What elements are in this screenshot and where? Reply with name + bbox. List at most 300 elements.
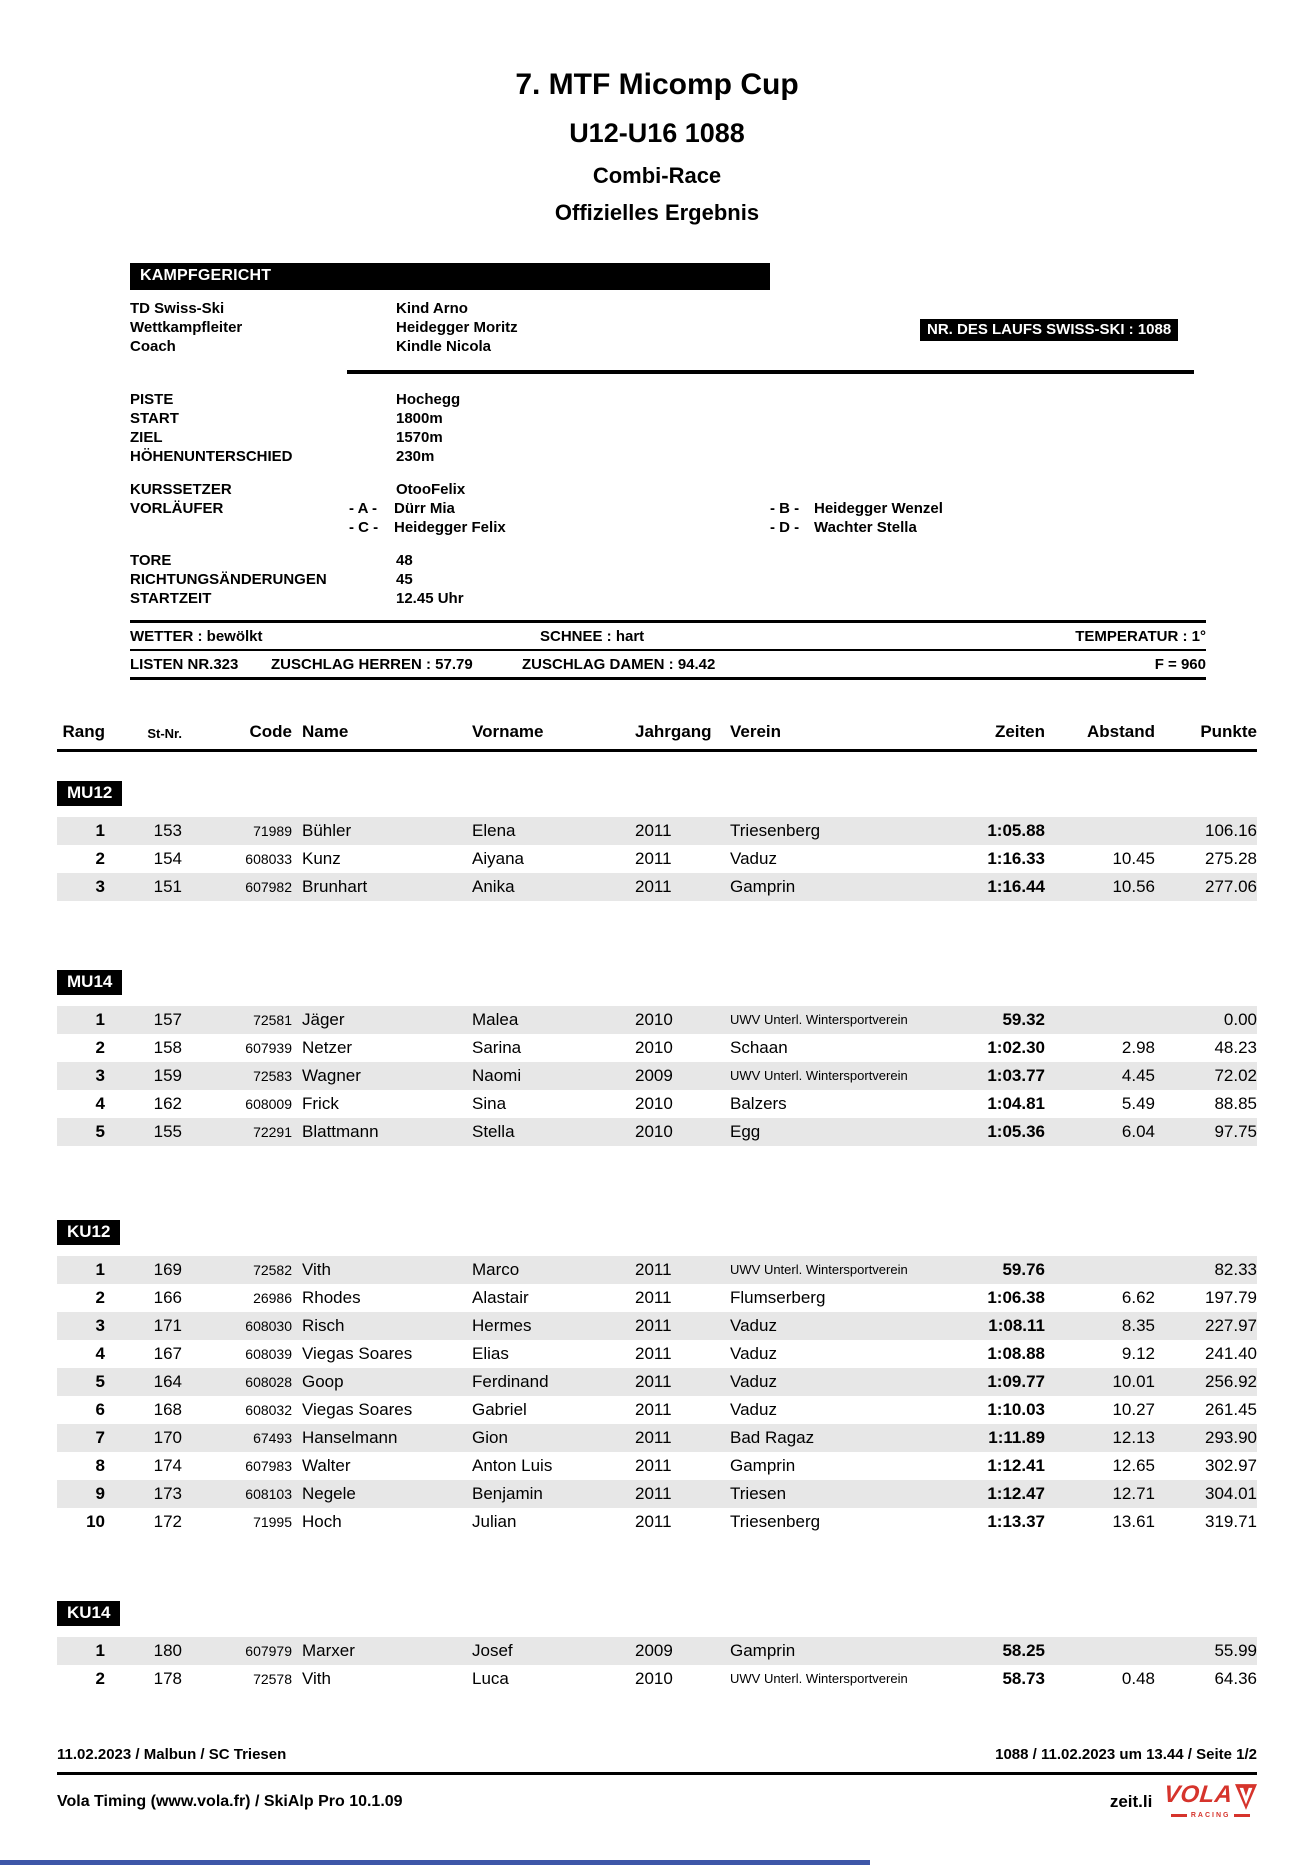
cell-zeiten: 1:02.30	[987, 1038, 1045, 1057]
cell-abstand: 4.45	[1121, 1066, 1155, 1085]
course-row	[130, 447, 1314, 466]
cell-name: Goop	[302, 1372, 344, 1391]
cell-name: Wagner	[302, 1066, 361, 1085]
kampfgericht-bar: KAMPFGERICHT	[130, 263, 770, 290]
cell-punkte: 55.99	[1214, 1641, 1257, 1660]
cell-punkte: 48.23	[1214, 1038, 1257, 1057]
cell-name: Marxer	[302, 1641, 355, 1660]
cell-code: 72581	[253, 1012, 292, 1028]
col-header-jahrgang: Jahrgang	[635, 722, 712, 741]
cell-rang: 1	[95, 1010, 105, 1029]
results-table	[57, 722, 1257, 1693]
wetter-value: WETTER : bewölkt	[130, 628, 263, 645]
temperatur-value: TEMPERATUR : 1°	[1075, 628, 1206, 645]
result-row	[57, 1396, 1257, 1424]
cell-name: Viegas Soares	[302, 1344, 413, 1363]
cell-abstand: 6.62	[1121, 1288, 1155, 1307]
cell-name: Viegas Soares	[302, 1400, 413, 1419]
tore-label: TORE	[130, 552, 172, 569]
cell-verein: Triesenberg	[730, 821, 821, 840]
result-row	[57, 1508, 1257, 1536]
cell-abstand: 0.48	[1121, 1669, 1155, 1688]
col-header-vorname: Vorname	[472, 722, 544, 741]
cell-rang: 9	[95, 1484, 105, 1503]
officials-underline	[347, 370, 1194, 374]
section-rows	[57, 1006, 1257, 1146]
col-header-punkte: Punkte	[1200, 722, 1257, 741]
vola-logo-text: VOLA	[1162, 1781, 1235, 1808]
cell-name: Hanselmann	[302, 1428, 398, 1447]
richtung-value: 45	[396, 571, 413, 588]
vorlaeufer-marker: - D -	[770, 519, 800, 536]
cell-name: Rhodes	[302, 1288, 361, 1307]
cell-stnr: 157	[153, 1010, 182, 1029]
result-row	[57, 1090, 1257, 1118]
cell-zeiten: 1:09.77	[987, 1372, 1045, 1391]
race-number-box: NR. DES LAUFS SWISS-SKI : 1088	[920, 319, 1178, 341]
cell-punkte: 88.85	[1214, 1094, 1257, 1113]
category-badge: MU12	[57, 781, 122, 806]
race-type: Combi-Race	[592, 163, 722, 188]
cell-zeiten: 58.73	[1002, 1669, 1045, 1688]
cell-code: 72578	[253, 1671, 292, 1687]
officials-section	[130, 263, 1314, 374]
cell-vorname: Stella	[472, 1122, 515, 1141]
cell-name: Walter	[302, 1456, 351, 1475]
official-row	[130, 299, 1314, 318]
cell-zeiten: 1:03.77	[987, 1066, 1045, 1085]
vorlaeufer-marker: - A -	[349, 500, 378, 517]
result-row	[57, 1480, 1257, 1508]
cell-zeiten: 1:12.47	[987, 1484, 1045, 1503]
cell-zeiten: 1:16.33	[987, 849, 1045, 868]
course-value: Hochegg	[396, 391, 461, 408]
cell-rang: 3	[95, 1066, 105, 1085]
col-header-abstand: Abstand	[1087, 722, 1155, 741]
timing-provider: zeit.li	[1109, 1791, 1153, 1811]
cell-vorname: Elena	[472, 821, 516, 840]
cell-vorname: Ferdinand	[472, 1372, 549, 1391]
cell-vorname: Julian	[472, 1512, 517, 1531]
cell-code: 608103	[245, 1486, 292, 1502]
cell-vorname: Gabriel	[472, 1400, 527, 1419]
cell-jahrgang: 2009	[635, 1641, 673, 1660]
cell-jahrgang: 2011	[635, 1400, 672, 1419]
cell-rang: 5	[95, 1122, 105, 1141]
result-row	[57, 1424, 1257, 1452]
col-header-verein: Verein	[730, 722, 782, 741]
cell-punkte: 197.79	[1205, 1288, 1257, 1307]
official-name: Kindle Nicola	[396, 338, 492, 355]
f-value: F = 960	[1154, 656, 1206, 673]
vorlaeufer-label: VORLÄUFER	[130, 500, 224, 517]
footer-software: Vola Timing (www.vola.fr) / SkiAlp Pro 10.1.09	[57, 1792, 403, 1810]
category-badge: KU14	[57, 1601, 120, 1626]
cell-name: Vith	[302, 1260, 331, 1279]
course-row	[130, 409, 1314, 428]
cell-jahrgang: 2011	[635, 877, 672, 896]
result-row	[57, 1452, 1257, 1480]
cell-vorname: Elias	[472, 1344, 509, 1363]
course-value: 230m	[396, 448, 435, 465]
cell-zeiten: 1:13.37	[987, 1512, 1045, 1531]
cell-code: 71995	[253, 1514, 292, 1530]
cell-punkte: 302.97	[1205, 1456, 1257, 1475]
col-header-zeiten: Zeiten	[994, 722, 1045, 741]
cell-vorname: Hermes	[472, 1316, 532, 1335]
vorlaeufer-row	[130, 518, 1314, 537]
tore-row	[130, 551, 1314, 570]
cell-rang: 7	[95, 1428, 105, 1447]
cell-jahrgang: 2011	[635, 1288, 672, 1307]
footer-event-info: 11.02.2023 / Malbun / SC Triesen	[57, 1746, 287, 1763]
cell-code: 608009	[245, 1096, 292, 1112]
course-label: HÖHENUNTERSCHIED	[130, 448, 293, 465]
cell-vorname: Sarina	[472, 1038, 522, 1057]
cell-vorname: Josef	[472, 1641, 513, 1660]
result-section-ku14	[57, 1601, 1257, 1693]
cell-rang: 2	[95, 1288, 105, 1307]
cell-stnr: 167	[153, 1344, 182, 1363]
cell-vorname: Anika	[472, 877, 515, 896]
section-rows	[57, 1637, 1257, 1693]
vorlaeufer-marker: - B -	[770, 500, 800, 517]
cell-code: 607939	[245, 1040, 292, 1056]
cell-zeiten: 1:05.88	[987, 821, 1045, 840]
col-header-stnr: St-Nr.	[147, 726, 182, 741]
cell-verein: Gamprin	[730, 1456, 796, 1475]
cell-zeiten: 1:11.89	[988, 1428, 1045, 1447]
cell-name: Brunhart	[302, 877, 368, 896]
event-title: 7. MTF Micomp Cup	[515, 68, 799, 101]
cell-abstand: 2.98	[1121, 1038, 1155, 1057]
section-rows	[57, 817, 1257, 901]
result-section-mu12	[57, 781, 1257, 901]
cell-code: 72291	[253, 1124, 292, 1140]
cell-verein: Vaduz	[730, 1316, 777, 1335]
cell-code: 607982	[245, 879, 292, 895]
cell-rang: 5	[95, 1372, 105, 1391]
cell-abstand: 9.12	[1121, 1344, 1155, 1363]
cell-code: 608039	[245, 1346, 292, 1362]
vola-shield-icon	[1235, 1784, 1257, 1810]
course-label: START	[130, 410, 179, 427]
cell-name: Bühler	[302, 821, 352, 840]
cell-jahrgang: 2011	[635, 1512, 672, 1531]
official-role: Wettkampfleiter	[130, 319, 243, 336]
cell-code: 72583	[253, 1068, 292, 1084]
result-row	[57, 1368, 1257, 1396]
vorlaeufer-label-spacer	[130, 518, 349, 537]
cell-punkte: 0.00	[1223, 1010, 1257, 1029]
cell-stnr: 158	[153, 1038, 182, 1057]
cell-verein: Vaduz	[730, 849, 777, 868]
footer-right	[1109, 1781, 1257, 1819]
cell-verein: Egg	[730, 1122, 761, 1141]
category-badge: MU14	[57, 970, 122, 995]
cell-rang: 10	[86, 1512, 105, 1531]
category-badge: KU12	[57, 1220, 120, 1245]
cell-vorname: Luca	[472, 1669, 509, 1688]
result-row	[57, 1256, 1257, 1284]
cell-jahrgang: 2010	[635, 1010, 673, 1029]
cell-abstand: 10.27	[1112, 1400, 1155, 1419]
cell-abstand: 10.56	[1112, 877, 1155, 896]
cell-zeiten: 1:12.41	[987, 1456, 1045, 1475]
cell-code: 26986	[253, 1290, 292, 1306]
cell-jahrgang: 2011	[635, 1260, 672, 1279]
result-section-mu14	[57, 970, 1257, 1146]
cell-zeiten: 1:16.44	[987, 877, 1045, 896]
footer-brand-row	[57, 1781, 1257, 1819]
vorlaeufer-name: Heidegger Wenzel	[814, 500, 943, 517]
result-row	[57, 1284, 1257, 1312]
col-header-name: Name	[302, 722, 349, 741]
cell-name: Vith	[302, 1669, 331, 1688]
kurssetzer-value: OtooFelix	[396, 481, 466, 498]
cell-punkte: 97.75	[1214, 1122, 1257, 1141]
course-row	[130, 390, 1314, 409]
course-value: 1800m	[396, 410, 443, 427]
weather-row	[130, 623, 1206, 651]
result-row	[57, 1637, 1257, 1665]
kurssetzer-label: KURSSETZER	[130, 481, 232, 498]
cell-verein: Schaan	[730, 1038, 788, 1057]
title-block	[0, 0, 1314, 226]
official-name: Kind Arno	[396, 300, 468, 317]
cell-verein: Vaduz	[730, 1372, 777, 1391]
cell-rang: 1	[95, 1641, 105, 1660]
cell-verein: Gamprin	[730, 1641, 796, 1660]
cell-rang: 8	[95, 1456, 105, 1475]
startzeit-value: 12.45 Uhr	[396, 590, 464, 607]
cell-rang: 4	[95, 1344, 105, 1363]
listen-nr: LISTEN NR.323	[130, 656, 239, 673]
course-label: ZIEL	[130, 429, 163, 446]
cell-vorname: Aiyana	[472, 849, 524, 868]
zuschlag-herren: ZUSCHLAG HERREN : 57.79	[271, 656, 473, 673]
cell-abstand: 12.65	[1112, 1456, 1155, 1475]
cell-punkte: 304.01	[1205, 1484, 1257, 1503]
cell-jahrgang: 2011	[635, 849, 672, 868]
cell-code: 608033	[245, 851, 292, 867]
cell-stnr: 171	[153, 1316, 182, 1335]
col-header-rang: Rang	[62, 722, 105, 741]
cell-jahrgang: 2011	[635, 1428, 672, 1447]
cell-verein: UWV Unterl. Wintersportverein	[730, 1012, 908, 1027]
result-row	[57, 873, 1257, 901]
cell-jahrgang: 2011	[635, 1484, 672, 1503]
cell-punkte: 82.33	[1214, 1260, 1257, 1279]
cell-stnr: 164	[153, 1372, 182, 1391]
cell-zeiten: 1:08.88	[987, 1344, 1045, 1363]
cell-stnr: 153	[153, 821, 182, 840]
result-row	[57, 817, 1257, 845]
cell-punkte: 72.02	[1214, 1066, 1257, 1085]
cell-rang: 1	[95, 1260, 105, 1279]
cell-punkte: 256.92	[1205, 1372, 1257, 1391]
cell-verein: UWV Unterl. Wintersportverein	[730, 1671, 908, 1686]
zuschlag-damen: ZUSCHLAG DAMEN : 94.42	[522, 656, 716, 673]
cell-verein: Gamprin	[730, 877, 796, 896]
cell-stnr: 154	[153, 849, 182, 868]
cell-rang: 3	[95, 877, 105, 896]
cell-punkte: 319.71	[1205, 1512, 1257, 1531]
cell-stnr: 168	[153, 1400, 182, 1419]
cell-verein: Balzers	[730, 1094, 787, 1113]
cell-stnr: 174	[153, 1456, 182, 1475]
cell-vorname: Benjamin	[472, 1484, 543, 1503]
result-section-ku12	[57, 1220, 1257, 1536]
cell-zeiten: 59.32	[1002, 1010, 1045, 1029]
cell-stnr: 151	[153, 877, 182, 896]
course-row	[130, 428, 1314, 447]
cell-vorname: Malea	[472, 1010, 519, 1029]
cell-jahrgang: 2010	[635, 1669, 673, 1688]
course-label: PISTE	[130, 391, 174, 408]
cell-verein: UWV Unterl. Wintersportverein	[730, 1262, 908, 1277]
cell-vorname: Sina	[472, 1094, 507, 1113]
vola-racing-logo	[1162, 1781, 1257, 1819]
cell-stnr: 166	[153, 1288, 182, 1307]
cell-abstand: 13.61	[1112, 1512, 1155, 1531]
header-underline	[57, 749, 1257, 752]
cell-verein: Vaduz	[730, 1344, 777, 1363]
cell-verein: Triesen	[730, 1484, 787, 1503]
cell-stnr: 173	[153, 1484, 182, 1503]
cell-punkte: 241.40	[1205, 1344, 1257, 1363]
cell-verein: Vaduz	[730, 1400, 777, 1419]
cell-abstand: 8.35	[1121, 1316, 1155, 1335]
section-rows	[57, 1256, 1257, 1536]
richtung-label: RICHTUNGSÄNDERUNGEN	[130, 571, 327, 588]
cell-jahrgang: 2011	[635, 1316, 672, 1335]
results-header-row	[57, 722, 1257, 742]
cell-code: 607983	[245, 1458, 292, 1474]
cell-code: 608032	[245, 1402, 292, 1418]
result-type: Offizielles Ergebnis	[554, 200, 760, 225]
cell-verein: UWV Unterl. Wintersportverein	[730, 1068, 908, 1083]
cell-name: Frick	[302, 1094, 339, 1113]
cell-rang: 2	[95, 849, 105, 868]
cell-zeiten: 1:08.11	[988, 1316, 1045, 1335]
cell-punkte: 277.06	[1205, 877, 1257, 896]
footer-page-info: 1088 / 11.02.2023 um 13.44 / Seite 1/2	[995, 1746, 1257, 1763]
official-name: Heidegger Moritz	[396, 319, 518, 336]
cell-punkte: 227.97	[1205, 1316, 1257, 1335]
listen-row	[130, 651, 1206, 677]
cell-name: Blattmann	[302, 1122, 379, 1141]
cell-code: 608028	[245, 1374, 292, 1390]
vorlaeufer-name: Heidegger Felix	[394, 519, 506, 536]
official-role: TD Swiss-Ski	[130, 300, 225, 317]
cell-verein: Triesenberg	[730, 1512, 821, 1531]
cell-zeiten: 1:06.38	[987, 1288, 1045, 1307]
cell-zeiten: 1:05.36	[987, 1122, 1045, 1141]
schnee-value: SCHNEE : hart	[540, 628, 645, 645]
cell-jahrgang: 2010	[635, 1122, 673, 1141]
cell-name: Hoch	[302, 1512, 342, 1531]
cell-vorname: Anton Luis	[472, 1456, 553, 1475]
vorlaeufer-row	[130, 499, 1314, 518]
vorlaeufer-name: Wachter Stella	[814, 519, 917, 536]
result-row	[57, 1006, 1257, 1034]
cell-punkte: 106.16	[1205, 821, 1257, 840]
course-value: 1570m	[396, 429, 443, 446]
cell-code: 67493	[253, 1430, 292, 1446]
cell-jahrgang: 2011	[635, 1344, 672, 1363]
cell-jahrgang: 2010	[635, 1038, 673, 1057]
startzeit-label: STARTZEIT	[130, 590, 212, 607]
cell-code: 71989	[253, 823, 292, 839]
event-subtitle: U12-U16 1088	[569, 118, 745, 148]
cell-stnr: 180	[153, 1641, 182, 1660]
cell-jahrgang: 2011	[635, 1372, 672, 1391]
cell-jahrgang: 2011	[635, 821, 672, 840]
vola-logo-sub: RACING	[1190, 1812, 1231, 1819]
cell-stnr: 172	[153, 1512, 182, 1531]
cell-vorname: Marco	[472, 1260, 520, 1279]
richtung-row	[130, 570, 1314, 589]
cell-code: 72582	[253, 1262, 292, 1278]
cell-punkte: 275.28	[1205, 849, 1257, 868]
cell-abstand: 12.13	[1112, 1428, 1155, 1447]
cell-stnr: 155	[153, 1122, 182, 1141]
cell-name: Kunz	[302, 849, 341, 868]
cell-stnr: 162	[153, 1094, 182, 1113]
cell-rang: 2	[95, 1038, 105, 1057]
footer-info-row	[57, 1746, 1257, 1763]
footer-divider	[57, 1772, 1257, 1775]
cell-zeiten: 1:10.03	[987, 1400, 1045, 1419]
bottom-blue-line	[0, 1860, 870, 1865]
cell-rang: 2	[95, 1669, 105, 1688]
cell-vorname: Alastair	[472, 1288, 529, 1307]
result-row	[57, 1340, 1257, 1368]
cell-zeiten: 59.76	[1002, 1260, 1045, 1279]
cell-jahrgang: 2009	[635, 1066, 673, 1085]
cell-name: Negele	[302, 1484, 356, 1503]
result-row	[57, 1312, 1257, 1340]
cell-jahrgang: 2011	[635, 1456, 672, 1475]
cell-rang: 4	[95, 1094, 105, 1113]
result-row	[57, 845, 1257, 873]
results-sections	[57, 781, 1257, 1693]
conditions-box	[130, 620, 1206, 680]
result-row	[57, 1665, 1257, 1693]
cell-code: 608030	[245, 1318, 292, 1334]
cell-vorname: Naomi	[472, 1066, 522, 1085]
vorlaeufer-marker: - C -	[349, 519, 379, 536]
cell-code: 607979	[245, 1643, 292, 1659]
cell-name: Risch	[302, 1316, 345, 1335]
cell-stnr: 170	[153, 1428, 182, 1447]
cell-verein: Flumserberg	[730, 1288, 826, 1307]
official-role: Coach	[130, 338, 176, 355]
cell-rang: 6	[95, 1400, 105, 1419]
logo-dash-left	[1171, 1814, 1187, 1817]
cell-vorname: Gion	[472, 1428, 508, 1447]
cell-rang: 1	[95, 821, 105, 840]
cell-abstand: 10.45	[1112, 849, 1155, 868]
startzeit-row	[130, 589, 1314, 608]
result-row	[57, 1034, 1257, 1062]
cell-stnr: 169	[153, 1260, 182, 1279]
cell-punkte: 261.45	[1205, 1400, 1257, 1419]
cell-punkte: 64.36	[1214, 1669, 1257, 1688]
cell-stnr: 159	[153, 1066, 182, 1085]
cell-name: Jäger	[302, 1010, 345, 1029]
